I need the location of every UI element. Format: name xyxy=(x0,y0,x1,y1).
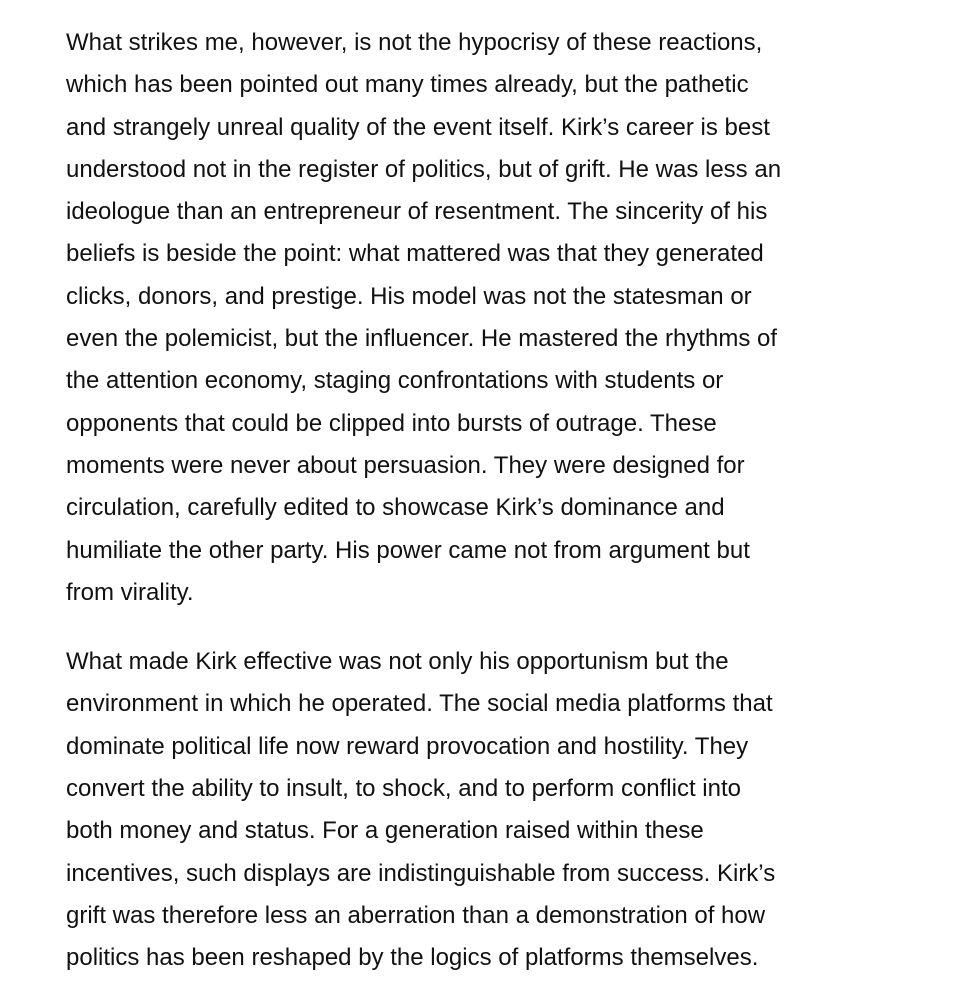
text-line: circulation, carefully edited to showcase Kirk’s dominance and xyxy=(66,494,725,522)
text-line: dominate political life now reward provocation and hostility. They xyxy=(66,732,749,760)
text-line: which has been pointed out many times already, but the pathetic xyxy=(66,71,749,99)
text-line: and strangely unreal quality of the event itself. Kirk’s career is best xyxy=(66,113,770,141)
text-line: incentives, such displays are indistinguishable from success. Kirk’s xyxy=(66,859,776,887)
text-line: clicks, donors, and prestige. His model was not the statesman or xyxy=(66,282,752,310)
text-line: both money and status. For a generation raised within these xyxy=(66,817,704,845)
text-line: beliefs is beside the point: what mattered was that they generated xyxy=(66,240,764,268)
text-line: moments were never about persuasion. They were designed for xyxy=(66,451,745,479)
text-line: opponents that could be clipped into bursts of outrage. These xyxy=(66,409,717,437)
text-line: What made Kirk effective was not only his opportunism but the xyxy=(66,648,729,676)
paragraph xyxy=(66,22,958,614)
text-line: from virality. xyxy=(66,578,194,606)
text-line: ideologue than an entrepreneur of resentment. The sincerity of his xyxy=(66,198,768,226)
text-line: even the polemicist, but the influencer. He mastered the rhythms of xyxy=(66,325,778,353)
text-line: humiliate the other party. His power came not from argument but xyxy=(66,536,750,564)
text-line: grift was therefore less an aberration than a demonstration of how xyxy=(66,901,766,929)
paragraph xyxy=(66,641,958,979)
text-line: environment in which he operated. The social media platforms that xyxy=(66,690,773,718)
text-line: the attention economy, staging confrontations with students or xyxy=(66,367,724,395)
text-line: convert the ability to insult, to shock, and to perform conflict into xyxy=(66,775,741,803)
text-line: What strikes me, however, is not the hypocrisy of these reactions, xyxy=(66,29,763,56)
text-line: understood not in the register of politics, but of grift. He was less an xyxy=(66,155,782,183)
text-line: politics has been reshaped by the logics of platforms themselves. xyxy=(66,944,759,972)
